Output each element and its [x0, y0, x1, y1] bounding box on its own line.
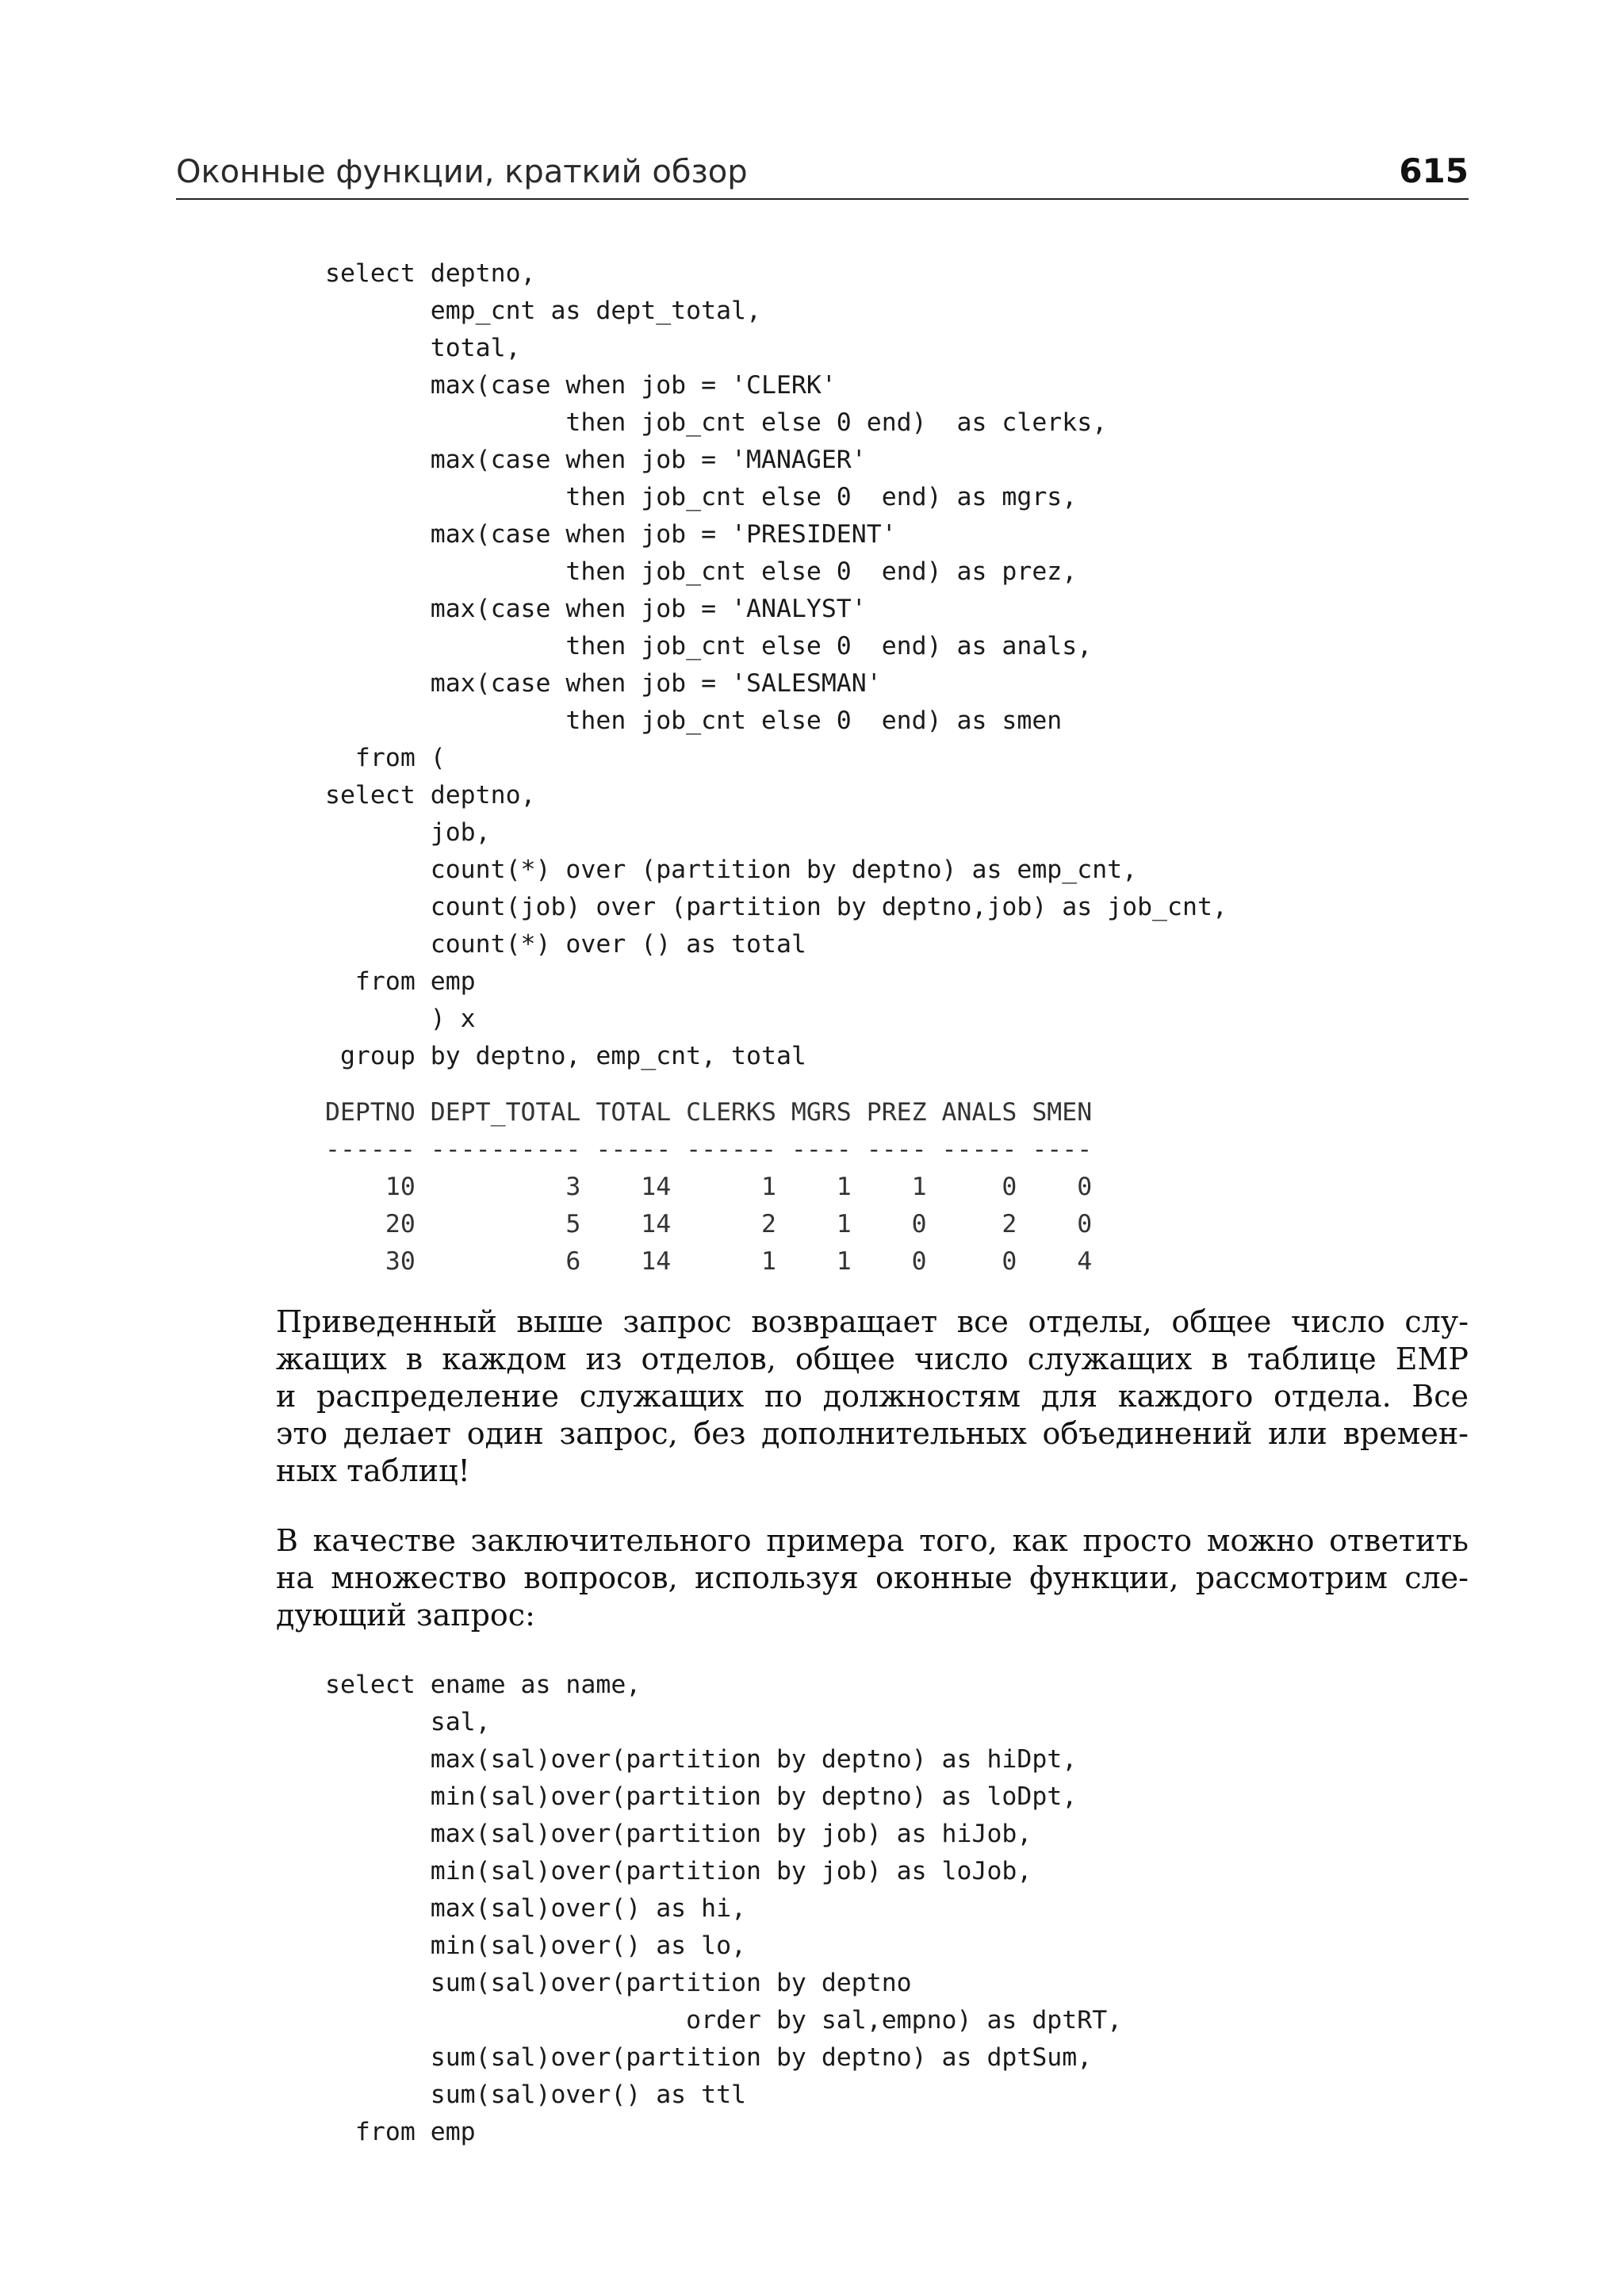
- code-line: ) x: [325, 1005, 476, 1033]
- code-line: count(*) over (partition by deptno) as emp_cnt,: [325, 856, 1138, 884]
- result-row: 10 3 14 1 1 1 0 0: [325, 1173, 1093, 1201]
- code-block-window-functions-query: [325, 1667, 1122, 2151]
- paragraph-line: это делает один запрос, без дополнительных объединений или времен-: [276, 1416, 1469, 1451]
- paragraph-line: Приведенный выше запрос возвращает все отделы, общее число слу-: [276, 1304, 1469, 1339]
- code-line: max(case when job = 'MANAGER': [325, 446, 867, 474]
- code-line: group by deptno, emp_cnt, total: [325, 1042, 806, 1070]
- code-line: max(case when job = 'SALESMAN': [325, 669, 882, 698]
- code-line: sum(sal)over(partition by deptno: [325, 1969, 912, 1997]
- code-line: count(*) over () as total: [325, 930, 806, 959]
- code-line: then job_cnt else 0 end) as anals,: [325, 632, 1093, 660]
- paragraph-line: жащих в каждом из отделов, общее число служащих в таблице EMP: [276, 1342, 1469, 1376]
- code-line: then job_cnt else 0 end) as smen: [325, 706, 1063, 735]
- result-row: 30 6 14 1 1 0 0 4: [325, 1247, 1093, 1276]
- code-block-pivot-query: [325, 255, 1228, 1075]
- code-line: sal,: [325, 1708, 491, 1736]
- code-line: min(sal)over() as lo,: [325, 1931, 747, 1960]
- code-line: select deptno,: [325, 259, 536, 288]
- code-line: min(sal)over(partition by job) as loJob,: [325, 1857, 1032, 1885]
- code-line: emp_cnt as dept_total,: [325, 297, 761, 325]
- paragraph-final-example-intro: [276, 1522, 1469, 1634]
- code-line: max(case when job = 'PRESIDENT': [325, 520, 897, 549]
- code-line: total,: [325, 334, 521, 362]
- code-line: max(case when job = 'CLERK': [325, 371, 837, 400]
- header-rule: [176, 198, 1469, 200]
- result-header-row: DEPTNO DEPT_TOTAL TOTAL CLERKS MGRS PREZ ANALS SMEN: [325, 1098, 1093, 1127]
- code-line: max(sal)over(partition by deptno) as hiDpt,: [325, 1745, 1078, 1774]
- code-line: order by sal,empno) as dptRT,: [325, 2006, 1123, 2035]
- result-row: 20 5 14 2 1 0 2 0: [325, 1210, 1093, 1238]
- paragraph-line: на множество вопросов, используя оконные функции, рассмотрим сле-: [276, 1560, 1469, 1595]
- paragraph-line: В качестве заключительного примера того, как просто можно ответить: [276, 1523, 1469, 1558]
- code-line: count(job) over (partition by deptno,job) as job_cnt,: [325, 893, 1228, 921]
- code-line: then job_cnt else 0 end) as prez,: [325, 557, 1078, 586]
- code-line: max(case when job = 'ANALYST': [325, 595, 867, 623]
- code-line: job,: [325, 818, 491, 847]
- result-separator-row: ------ ---------- ----- ------ ---- ---- ----- ----: [325, 1135, 1093, 1164]
- paragraph-line: и распределение служащих по должностям для каждого отдела. Все: [276, 1379, 1469, 1414]
- page-number: 615: [1399, 151, 1469, 190]
- code-line: from (: [325, 744, 446, 772]
- code-line: then job_cnt else 0 end) as mgrs,: [325, 483, 1078, 511]
- code-line: sum(sal)over(partition by deptno) as dptSum,: [325, 2043, 1093, 2072]
- code-line: select ename as name,: [325, 1671, 642, 1699]
- code-line: sum(sal)over() as ttl: [325, 2081, 747, 2109]
- code-line: max(sal)over(partition by job) as hiJob,: [325, 1820, 1032, 1848]
- running-head: [176, 149, 1469, 197]
- paragraph-line: ных таблиц!: [276, 1453, 470, 1488]
- code-line: from emp: [325, 2118, 476, 2146]
- code-line: max(sal)over() as hi,: [325, 1894, 747, 1923]
- section-title: Оконные функции, краткий обзор: [176, 154, 748, 190]
- code-line: select deptno,: [325, 781, 536, 810]
- code-line: then job_cnt else 0 end) as clerks,: [325, 408, 1108, 437]
- code-line: min(sal)over(partition by deptno) as loDpt,: [325, 1782, 1078, 1811]
- code-line: from emp: [325, 967, 476, 996]
- query-result-table: [325, 1094, 1092, 1280]
- paragraph-result-explanation: [276, 1303, 1469, 1490]
- paragraph-line: дующий запрос:: [276, 1598, 535, 1633]
